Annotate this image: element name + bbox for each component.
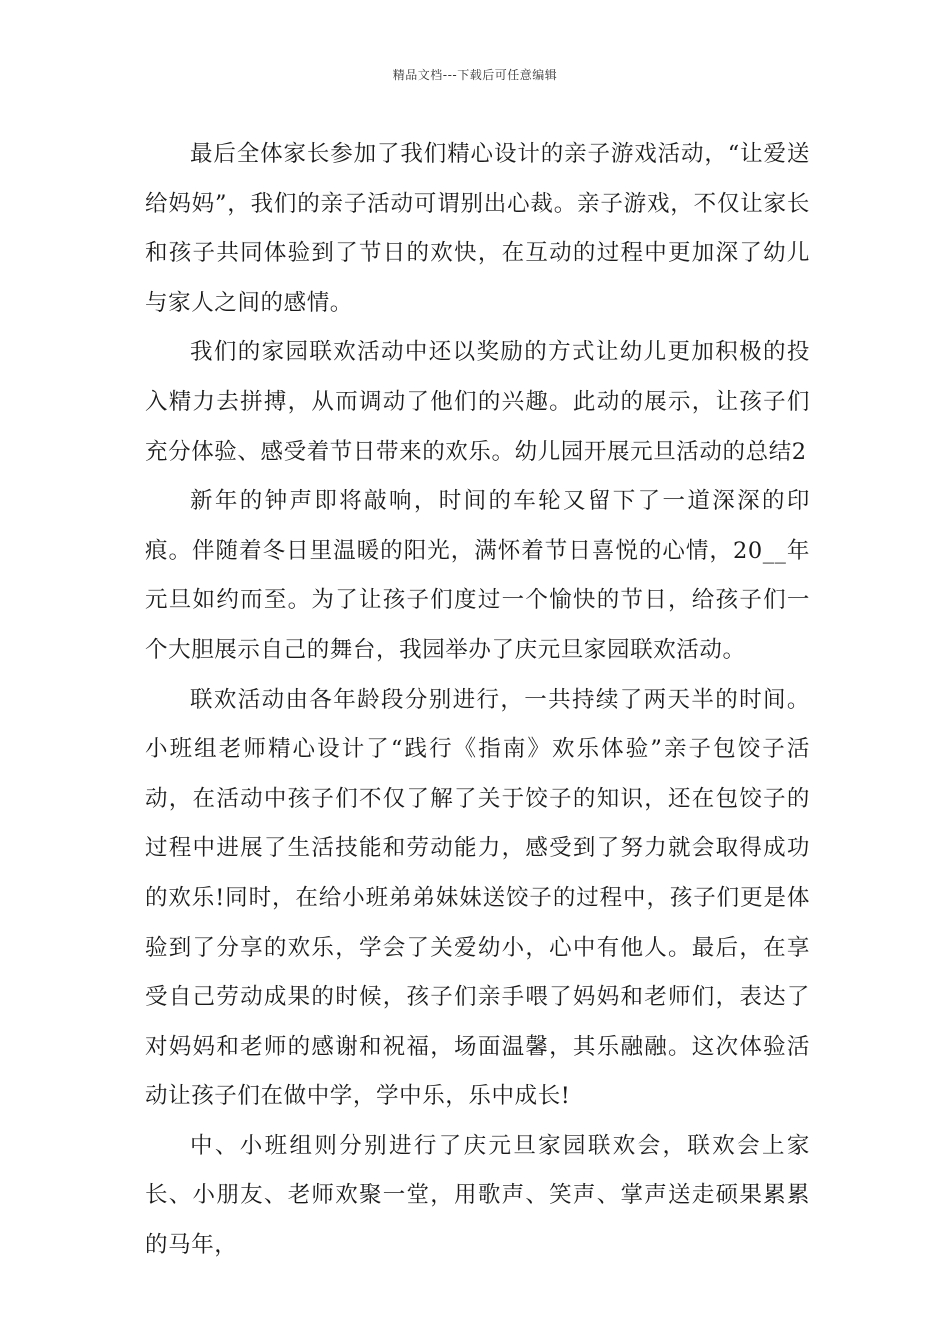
paragraph-4: 联欢活动由各年龄段分别进行，一共持续了两天半的时间。小班组老师精心设计了“践行《指南》欢乐体验”亲子包饺子活动，在活动中孩子们不仅了解了关于饺子的知识，还在包饺子的过程中进展了生活技能和劳动能力，感受到了努力就会取得成功的欢乐!同时，在给小班弟弟妹妹送饺子的过程中，孩子们更是体验到了分享的欢乐，学会了关爱幼小，心中有他人。最后，在享受自己劳动成果的时候，孩子们亲手喂了妈妈和老师们，表达了对妈妈和老师的感谢和祝福，场面温馨，其乐融融。这次体验活动让孩子们在做中学，学中乐，乐中成长! — [145, 686, 810, 1110]
paragraph-2: 我们的家园联欢活动中还以奖励的方式让幼儿更加积极的投入精力去拼搏，从而调动了他们的兴趣。此动的展示，让孩子们充分体验、感受着节日带来的欢乐。幼儿园开展元旦活动的总结2 — [145, 339, 810, 465]
paragraph-5: 中、小班组则分别进行了庆元旦家园联欢会，联欢会上家长、小朋友、老师欢聚一堂，用歌声、笑声、掌声送走硕果累累的马年， — [145, 1132, 810, 1259]
page-header: 精品文档---下载后可任意编辑 — [392, 68, 558, 82]
document-body — [145, 130, 810, 1271]
paragraph-1: 最后全体家长参加了我们精心设计的亲子游戏活动，“让爱送给妈妈”，我们的亲子活动可谓别出心裁。亲子游戏，不仅让家长和孩子共同体验到了节日的欢快，在互动的过程中更加深了幼儿与家人之间的感情。 — [145, 141, 810, 316]
paragraph-3: 新年的钟声即将敲响，时间的车轮又留下了一道深深的印痕。伴随着冬日里温暖的阳光，满怀着节日喜悦的心情，20__年元旦如约而至。为了让孩子们度过一个愉快的节日，给孩子们一个大胆展示自己的舞台，我园举办了庆元旦家园联欢活动。 — [145, 488, 810, 663]
